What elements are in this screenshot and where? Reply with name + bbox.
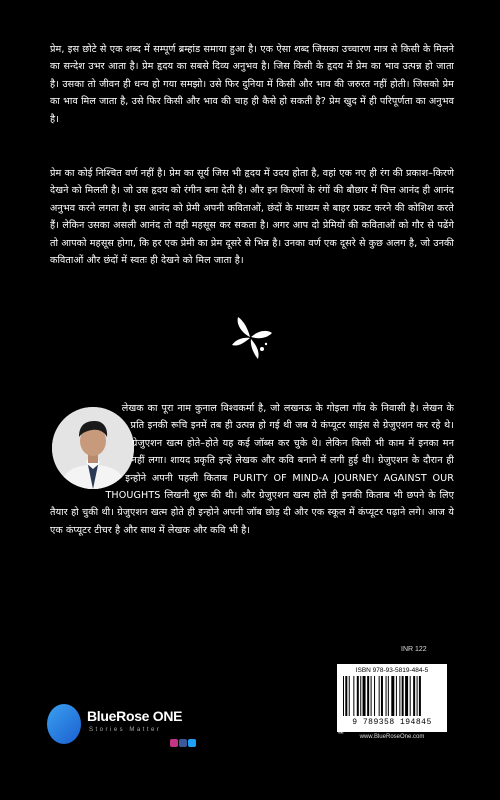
barcode-bars: [343, 676, 441, 716]
blurb-paragraph-1: प्रेम, इस छोटे से एक शब्द में सम्पूर्ण ब्रम्हांड समाया हुआ है। एक ऐसा शब्द जिसका उच्चारण मात्र से किसी के मिलने का सन्देश उभर आता है। प्रेम हृदय का सबसे दिव्य अनुभव है। जिस किसी के हृदय में प्रेम का भाव उत्पन्न हो जाता है। उसका तो जीवन ही धन्य हो गया समझो। उसे फिर दुनिया में किसी और भाव की जरुरत नहीं होती। जिसको प्रेम का भाव मिल जाता है, उसे फिर किसी और भाव की चाह ही कैसे हो सकती है? प्रेम खुद में ही परिपूर्णता का अनुभव है।: [50, 44, 454, 125]
facebook-icon: [179, 739, 187, 747]
isbn-label: ISBN 978-93-5819-484-5: [355, 667, 429, 674]
blurb-paragraph-2: प्रेम का कोई निश्चित वर्ण नहीं है। प्रेम का सूर्य जिस भी हृदय में उदय होता है, वहां एक नए ही रंग की प्रकाश–किरणे देखने को मिलती है। जो उस हृदय को रंगीन बना देती है। और इन किरणों के रंगों की बौछार में चित्त आनंद ही आनंद अनुभव करने लगता है। इस आनंद को प्रेमी अपनी कविताओं, छंदों के माध्यम से बाहर प्रकट करने की कोशिश करते हैं। लेकिन उसका असली आनंद तो वही महसूस कर सकता है। अगर आप दो प्रेमियों की कविताओं को गौर से पढेंगे तो आपको महसूस होगा, कि हर एक प्रेमी का प्रेम दूसरे से भिन्न है। उनका वर्ण एक दूसरे से कुछ अलग है, जो उनकी कविताओं और छंदों में स्वतः ही देखने को मिल जाता है।: [50, 168, 454, 267]
twitter-icon: [188, 739, 196, 747]
publisher-name: BlueRose ONE: [87, 708, 183, 724]
barcode: [337, 664, 447, 732]
author-bio-text: लेखक का पूरा नाम कुनाल विश्वकर्मा है, जो लखनऊ के गोइला गाँव के निवासी है। लेखन के प्रति इनकी रूचि इनमें तब ही उत्पन्न हो गई थी जब ये कंप्यूटर साइंस से ग्रेजुएशन कर रहे थे। ग्रेजुएशन खत्म होते–होते यह कई जॉब्स कर चुके थे। लेकिन किसी भी काम में इनका मन नहीं लगा। शायद प्रकृति इन्हें लेखक और कवि बनाने में लगी हुई थी। ग्रेजुएशन के दौरान ही इन्होने अपनी पहली किताब PURITY OF MIND-A JOURNEY AGAINST OUR THOUGHTS लिखनी शुरू की थी। और ग्रेजुएशन खत्म होते ही इनकी किताब भी छपने के लिए तैयार हो चुकी थी। ग्रेजुएशन खत्म होते ही इन्होने अपनी जॉब छोड़ दी और एक स्कूल में कंप्यूटर पढ़ाने लगे। आज ये एक कंप्यूटर टीचर है और साथ में लेखक और कवि भी है।: [50, 403, 454, 536]
flower-ornament-icon: [228, 315, 274, 361]
isbn-digits: 9 789358 194845: [352, 718, 432, 727]
publisher-logo-icon: [47, 704, 81, 744]
author-bio: [50, 400, 454, 539]
publisher-website: www.BlueRoseOne.com: [359, 734, 425, 740]
price-label: INR 122: [401, 646, 427, 653]
publisher-tagline: Stories Matter: [89, 727, 162, 733]
social-icons: [170, 732, 200, 742]
instagram-icon: [170, 739, 178, 747]
